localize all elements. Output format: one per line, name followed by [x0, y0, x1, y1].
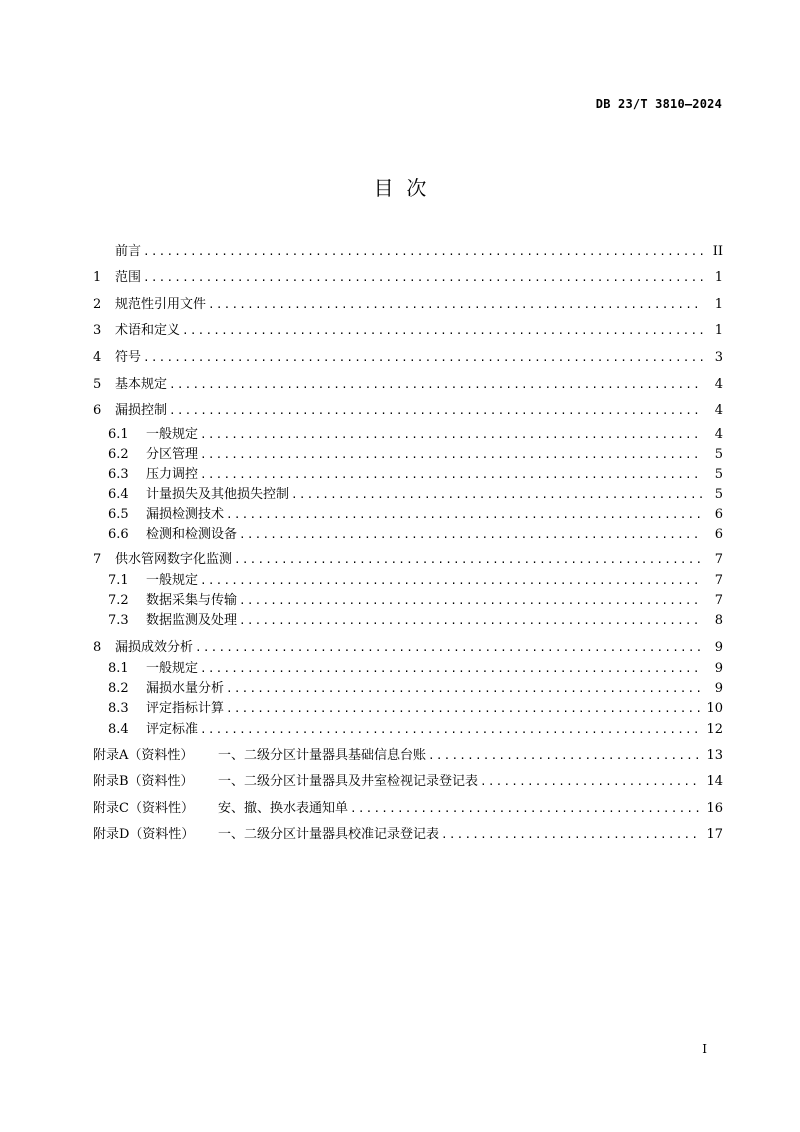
- toc-entry[interactable]: [108, 679, 723, 699]
- toc-entry[interactable]: [108, 591, 723, 611]
- dot-leader: [200, 720, 700, 740]
- toc-entry-title: 一、二级分区计量器具校准记录登记表: [218, 827, 440, 842]
- toc-page-number: 1: [714, 270, 723, 285]
- toc-page-number: 1: [714, 297, 723, 312]
- toc-entry[interactable]: [93, 825, 723, 845]
- toc-page-number: 12: [706, 722, 723, 737]
- dot-leader: [200, 465, 703, 485]
- toc-entry[interactable]: [93, 242, 723, 262]
- dot-leader: [239, 591, 703, 611]
- toc-entry[interactable]: [93, 638, 723, 658]
- toc-page-number: 9: [714, 661, 723, 676]
- toc-section-number: 2: [93, 297, 102, 312]
- toc-entry[interactable]: [108, 485, 723, 505]
- dot-leader: [200, 571, 703, 591]
- dot-leader: [350, 799, 700, 819]
- dot-leader: [200, 425, 703, 445]
- toc-entry-title: 漏损控制: [115, 403, 168, 418]
- toc-entry[interactable]: [108, 571, 723, 591]
- toc-entry[interactable]: [108, 611, 723, 631]
- toc-section-number: 6.6: [108, 527, 129, 542]
- toc-page-number: 8: [714, 613, 723, 628]
- dot-leader: [441, 825, 700, 845]
- toc-entry-title: 检测和检测设备: [146, 527, 238, 542]
- toc-entry-title: 分区管理: [146, 447, 199, 462]
- toc-appendix-label: 附录A（资料性）: [93, 748, 194, 763]
- page-title: 目 次: [373, 176, 427, 200]
- toc-entry[interactable]: [108, 445, 723, 465]
- toc-page-number: 6: [714, 527, 723, 542]
- toc-page-number: 4: [714, 427, 723, 442]
- toc-page-number: 5: [714, 487, 723, 502]
- dot-leader: [143, 242, 703, 262]
- document-code: DB 23/T 3810—2024: [595, 97, 722, 111]
- toc-entry-title: 数据监测及处理: [146, 613, 238, 628]
- toc-entry-title: 安、撤、换水表通知单: [218, 801, 349, 816]
- toc-page-number: II: [712, 244, 723, 259]
- toc-entry[interactable]: [108, 425, 723, 445]
- toc-page-number: 9: [714, 681, 723, 696]
- toc-page-number: 17: [706, 827, 723, 842]
- dot-leader: [480, 772, 700, 792]
- toc-entry[interactable]: [93, 799, 723, 819]
- toc-entry-title: 漏损水量分析: [146, 681, 225, 696]
- toc-entry[interactable]: [108, 525, 723, 545]
- toc-entry-title: 一般规定: [146, 427, 199, 442]
- dot-leader: [239, 611, 703, 631]
- toc-page-number: 6: [714, 507, 723, 522]
- toc-section-number: 6.5: [108, 507, 129, 522]
- toc-entry-title: 一般规定: [146, 661, 199, 676]
- toc-entry[interactable]: [93, 746, 723, 766]
- toc-page-number: 7: [714, 552, 723, 567]
- toc-entry-title: 漏损成效分析: [115, 640, 194, 655]
- toc-section-number: 8.2: [108, 681, 129, 696]
- toc-entry-title: 一、二级分区计量器具及井室检视记录登记表: [218, 774, 479, 789]
- dot-leader: [291, 485, 703, 505]
- toc-appendix-label: 附录B（资料性）: [93, 774, 194, 789]
- toc-entry[interactable]: [108, 699, 723, 719]
- toc-entry-title: 数据采集与传输: [146, 593, 238, 608]
- dot-leader: [169, 375, 703, 395]
- toc-page-number: 5: [714, 467, 723, 482]
- toc-page-number: 9: [714, 640, 723, 655]
- toc-entry-title: 一、二级分区计量器具基础信息台账: [218, 748, 427, 763]
- toc-entry-title: 符号: [115, 350, 142, 365]
- toc-section-number: 6.4: [108, 487, 129, 502]
- toc-entry-title: 评定标准: [146, 722, 199, 737]
- toc-entry[interactable]: [93, 550, 723, 570]
- toc-page-number: 10: [706, 701, 723, 716]
- dot-leader: [226, 505, 703, 525]
- toc-entry[interactable]: [108, 465, 723, 485]
- toc-section-number: 8.4: [108, 722, 129, 737]
- toc-page-number: 4: [714, 403, 723, 418]
- toc-section-number: 6.3: [108, 467, 129, 482]
- toc-section-number: 3: [93, 323, 102, 338]
- toc-entry[interactable]: [108, 505, 723, 525]
- toc-entry-title: 漏损检测技术: [146, 507, 225, 522]
- toc-entry[interactable]: [93, 375, 723, 395]
- toc-page-number: 7: [714, 573, 723, 588]
- toc-section-number: 5: [93, 377, 102, 392]
- dot-leader: [195, 638, 703, 658]
- toc-entry[interactable]: [93, 295, 723, 315]
- toc-page-number: 7: [714, 593, 723, 608]
- dot-leader: [208, 295, 703, 315]
- dot-leader: [169, 401, 703, 421]
- toc-page-number: 13: [706, 748, 723, 763]
- toc-entry-title: 供水管网数字化监测: [115, 552, 233, 567]
- dot-leader: [182, 321, 703, 341]
- toc-section-number: 8.3: [108, 701, 129, 716]
- dot-leader: [143, 348, 703, 368]
- dot-leader: [143, 268, 703, 288]
- toc-page-number: 5: [714, 447, 723, 462]
- toc-entry-title: 一般规定: [146, 573, 199, 588]
- toc-entry-title: 范围: [115, 270, 142, 285]
- toc-page-number: 16: [706, 801, 723, 816]
- toc-entry[interactable]: [93, 401, 723, 421]
- toc-section-number: 4: [93, 350, 102, 365]
- toc-section-number: 6.1: [108, 427, 129, 442]
- toc-section-number: 1: [93, 270, 102, 285]
- toc-entry[interactable]: [108, 659, 723, 679]
- toc-page-number: 4: [714, 377, 723, 392]
- toc-page-number: 1: [714, 323, 723, 338]
- dot-leader: [234, 550, 703, 570]
- toc-section-number: 7: [93, 552, 102, 567]
- toc-section-number: 7.2: [108, 593, 129, 608]
- toc-entry-title: 压力调控: [146, 467, 199, 482]
- dot-leader: [226, 699, 700, 719]
- toc-section-number: 8.1: [108, 661, 129, 676]
- toc-section-number: 6: [93, 403, 102, 418]
- toc-section-number: 7.3: [108, 613, 129, 628]
- toc-entry-title: 基本规定: [115, 377, 168, 392]
- toc-entry[interactable]: [93, 348, 723, 368]
- dot-leader: [239, 525, 703, 545]
- toc-entry[interactable]: [108, 720, 723, 740]
- toc-page-number: 14: [706, 774, 723, 789]
- toc-entry-title: 术语和定义: [115, 323, 181, 338]
- toc-entry-title: 计量损失及其他损失控制: [146, 487, 290, 502]
- toc-section-number: 8: [93, 640, 102, 655]
- toc-entry-title: 评定指标计算: [146, 701, 225, 716]
- dot-leader: [200, 659, 703, 679]
- toc-entry[interactable]: [93, 772, 723, 792]
- dot-leader: [200, 445, 703, 465]
- toc-page-number: 3: [714, 350, 723, 365]
- toc-appendix-label: 附录D（资料性）: [93, 827, 195, 842]
- toc-appendix-label: 附录C（资料性）: [93, 801, 194, 816]
- dot-leader: [428, 746, 700, 766]
- toc-entry-title: 规范性引用文件: [115, 297, 207, 312]
- toc-entry[interactable]: [93, 321, 723, 341]
- toc-section-number: 6.2: [108, 447, 129, 462]
- toc-section-number: 7.1: [108, 573, 129, 588]
- dot-leader: [226, 679, 703, 699]
- toc-entry[interactable]: [93, 268, 723, 288]
- toc-entry-title: 前言: [115, 244, 142, 259]
- page-number: I: [702, 1042, 707, 1056]
